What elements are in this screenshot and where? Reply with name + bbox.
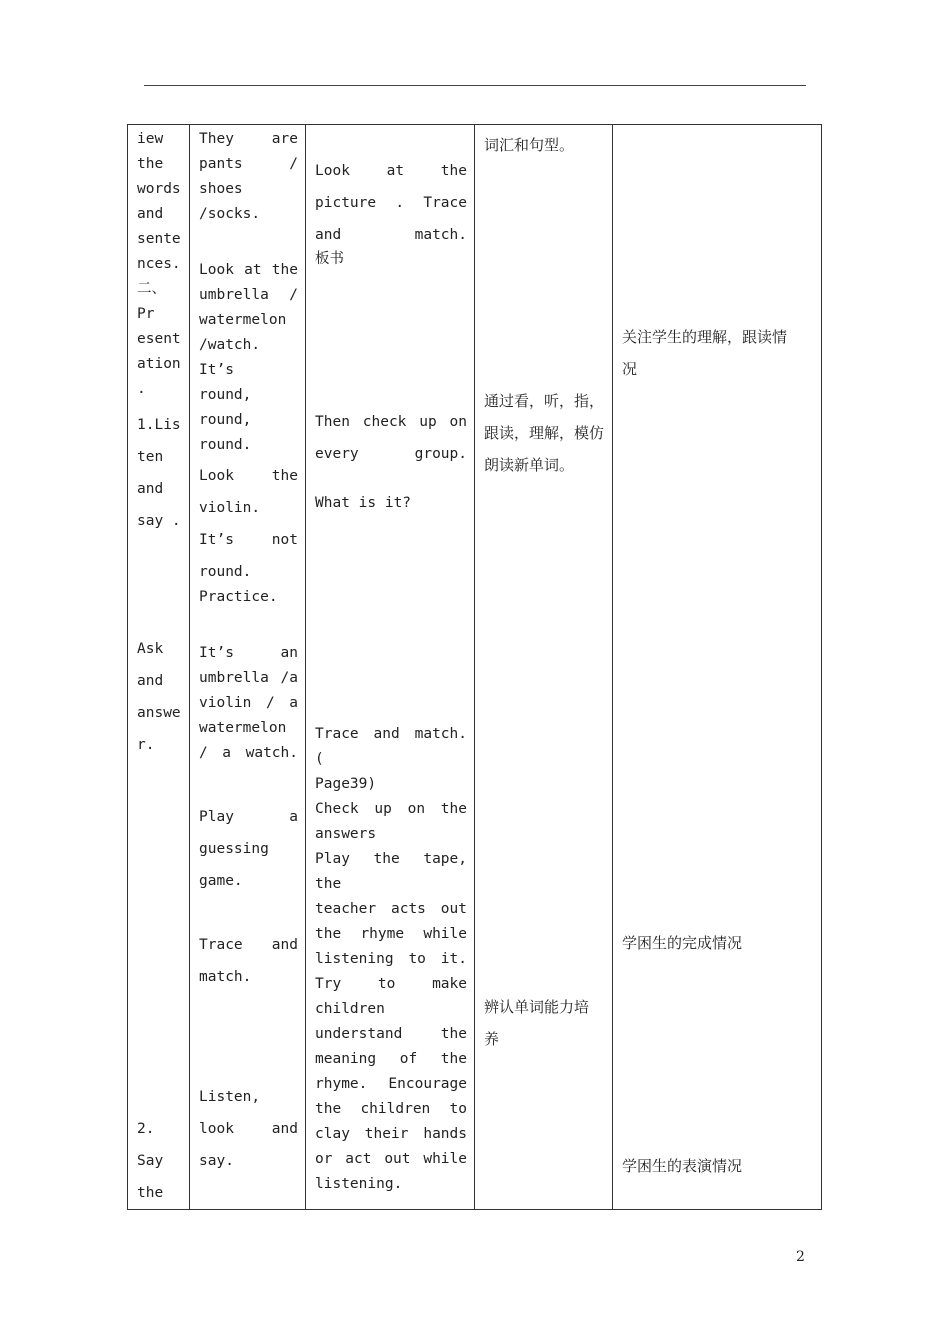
- steps-ask-and-answer: Ask and answe r.: [137, 641, 181, 753]
- intent-new-words: 通过看，听，指， 跟读，理解，模仿 朗读新单词。: [484, 392, 605, 474]
- column-notes: [622, 125, 818, 1209]
- activity-practice: Practice.: [199, 589, 278, 605]
- teacher-blackboard: 板书: [315, 251, 344, 267]
- page-number: 2: [796, 1249, 805, 1265]
- activity-look-umbrella: Look at the umbrella / watermelon /watch. It’s round, round, round.: [199, 262, 298, 453]
- activity-trace-and-match: Trace and match.: [199, 937, 298, 985]
- activity-look-violin: Look the violin. It’s not round.: [199, 468, 298, 580]
- steps-review-presentation: iew the words and sente nces. 二、Pr esent ation .: [137, 131, 181, 397]
- intent-vocabulary: 词汇和句型。: [484, 136, 575, 154]
- note-performance: 学困生的表演情况: [622, 1157, 743, 1175]
- steps-say-the: 2. Say the: [137, 1121, 164, 1201]
- lesson-plan-table: [127, 124, 822, 1210]
- note-understanding: 关注学生的理解，跟读情 况: [622, 328, 788, 378]
- steps-listen-and-say: 1.Lis ten and say .: [137, 417, 181, 529]
- column-divider: [474, 125, 475, 1209]
- activity-listen: Listen,: [199, 1089, 261, 1105]
- column-teacher-activities: [315, 125, 467, 1209]
- activity-its-an: It’s an umbrella /a violin / a watermelon / a watch.: [199, 645, 298, 761]
- activity-look-and-say: look and say.: [199, 1121, 298, 1169]
- header-rule: [144, 85, 806, 86]
- column-divider: [612, 125, 613, 1209]
- activity-they-are: They are pants / shoes /socks.: [199, 131, 298, 222]
- teacher-trace-and-match: Trace and match. ( Page39) Check up on the answers Play the tape, the teacher acts out the rhyme while listening to it. Try to make children understand the meaning of the rhyme. Encourage the children to clay their hands or act out while listening.: [315, 726, 467, 1192]
- intent-recognition: 辨认单词能力培 养: [484, 998, 590, 1048]
- column-design-intent: [484, 125, 606, 1209]
- column-steps: [137, 125, 181, 1209]
- activity-guessing-game: Play a guessing game.: [199, 809, 298, 889]
- column-student-activities: [199, 125, 298, 1209]
- teacher-look-at-picture: Look at the picture . Trace and match.: [315, 163, 467, 243]
- teacher-check-up: Then check up on every group.: [315, 414, 467, 462]
- column-divider: [189, 125, 190, 1209]
- column-divider: [305, 125, 306, 1209]
- note-completion: 学困生的完成情况: [622, 934, 743, 952]
- teacher-what-is-it: What is it?: [315, 495, 412, 511]
